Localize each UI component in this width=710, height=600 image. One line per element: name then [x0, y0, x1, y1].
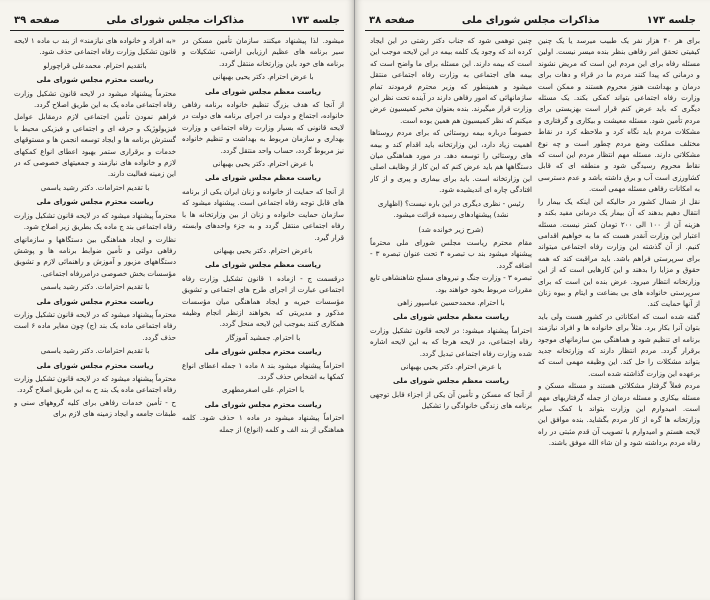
paragraph: از آنجا که مسکن و تأمین آن یکی از اجزاء قابل توجهی برنامه های زندگی خانوادگی را تشکیل: [370, 389, 532, 411]
page-header: [10, 10, 344, 31]
addressee-heading: ریاست محترم مجلس شورای ملی: [36, 296, 154, 306]
paragraph: احتراماً پیشنهاد میشود بند ۸ ماده ۱ جمله اعطای انواع کمکها به اشخاص حذف گردد.: [182, 360, 344, 381]
text-column-right: [182, 35, 344, 600]
text-column-left: [370, 35, 532, 600]
paragraph: از آنجا که هدف بزرگ تنظیم خانواده برنامه رفاهی خانواده، اجتماع و دولت در اجرای برنامه های دولت در لایحه قانونی که بسیار وزارت رفاه اجتماعی و وزارت بهداری و سازمان مربوط به بهداشت و تنظیم خانواده نیز مربوط گردد، حساب واحد منتقل گردد.: [182, 100, 344, 155]
stage-note: (شرح زیر خوانده شد): [418, 224, 484, 234]
paragraph: نقل از شمال کشور در حالیکه این اینکه یک بیمار را انتقال دهیم بدهند که آن بیمار یک درمانی مفید بکند و هزینه آن از ۱۰۰ الی ۲۰۰ تومان کمتر نیست. مسئله اعتبار این وزارت آنقدر هست که ما به خواهیم اقدامی کنیم. از آن گذشته این وزارت رفاه اجتماعی میتواند برای سرپرستی فراهم باشد. باید مراقبت کند که همه حقوق و مزایا را بدهند و این کارهایی است که از این وزارتخانه انتظار میرود. عرض بنده این است که برای سرپرستی خانواده های بی بضاعت و ایتام و بیوه زنان از آنها حمایت کند.: [538, 196, 700, 309]
paragraph: محترماً پیشنهاد میشود در لایحه قانون تشکیل وزارت رفاه اجتماعی ماده یک به این طریق اصلاح گردد.: [14, 88, 176, 110]
page-number: صفحه ۳۸: [369, 14, 415, 26]
paragraph: از آنجا که حمایت از خانواده و زنان ایران یکی از برنامه های قابل توجه رفاه اجتماعی است. پیشنهاد میشود که سازمان حمایت خانواده و زنان از بین وزارتخانه ها با رفاه اجتماعی منتقل گردد و به جزء واحدهای وابسته قرار گیرد.: [182, 186, 344, 242]
page-38: [355, 0, 710, 600]
paragraph: محترماً پیشنهاد میشود که در لایحه قانون تشکیل وزارت رفاه اجتماعی ماده یک بند (ج) چون مغایر ماده ۶ است حذف گردد.: [14, 309, 176, 342]
addressee-heading: ریاست معظم مجلس شورای ملی: [393, 376, 509, 386]
paragraph: مردم فعلاً گرفتار مشکلاتی هستند و مسئله مسکن و مسئله بیکاری و مسئله درمان از جمله گرفتاریهای مهم است. امیدوارم این وزارت بتواند با کمک سایر وزارتخانه ها گره از کار مردم بگشاید. بنده موافق این لایحه هستم و امیدوارم با تصویب آن قدم مثبتی در راه رفاه مردم برداشته شود و ان شاء الله موفق باشند.: [538, 381, 700, 448]
signature-line: با تقدیم احترامات. دکتر رشید یاسمی: [40, 346, 150, 356]
signature-line: رئیس - نظری دیگری در این باره نیست؟ (اظهاری نشد) پیشنهادهای رسیده قرائت میشود.: [377, 198, 525, 220]
paragraph: گفته شده است که امکاناتی در کشور هست ولی باید بتوان آنرا بکار برد. مثلاً برای خانواده ها و افراد نیازمند برنامه ای تنظیم شود و هماهنگی بین سازمانهای موجود برقرار گردد. مردم انتظار دارند که وزارتخانه جدید بتواند مشکلات را حل کند. این وظیفه مهمی است که برعهده این وزارت گذاشته شده است.: [538, 311, 700, 378]
addressee-heading: ریاست معظم مجلس شورای ملی: [393, 312, 509, 322]
addressee-heading: ریاست محترم مجلس شورای ملی: [204, 347, 322, 357]
session-number: جلسه ۱۷۳: [646, 14, 696, 26]
signature-line: با احترام. علی اصغرمطهری: [221, 385, 305, 395]
page-header: [365, 10, 700, 31]
signature-line: با تقدیم احترامات. دکتر رشید یاسمی: [40, 182, 150, 192]
addressee-heading: ریاست معظم مجلس شورای ملی: [205, 173, 321, 183]
signature-line: با احترام. محمدحسین عباسپور زاهی: [397, 297, 505, 307]
paragraph: احتراماً پیشنهاد میشود در ماده ۱ حذف شود. کلمه هماهنگی از بند الف و کلمه (انواع) از جمله: [182, 413, 344, 434]
text-column-left: [14, 35, 176, 600]
paragraph: نظارت و ایجاد هماهنگی بین دستگاهها و سازمانهای رفاهی دولتی و تأمین ضوابط برنامه ها و پوشش دستگاههای مزبور و آموزش و راهنمائی لازم و تشویق مؤسسات بخش خصوصی درامررفاه اجتماعی.: [14, 234, 176, 278]
paragraph: چنین توهمی شود که جناب دکتر رشتی در این ایجاد کرده اند که وجود یک کلمه بیمه در این لایحه موجب این است که بیمه دارند. این مسئله برای ما واضح است که بیمه های اجتماعی به وزارت رفاه اجتماعی منتقل میشود و همینطور که وزیر محترم فرمودند تمام سازمانهائی که امور رفاهی دارند در آینده تحت نظر این وزارت قرار میگیرند. بنده بعنوان مخبر کمیسیون عرض میکنم که نظر کمیسیون هم همین بوده است.: [370, 36, 532, 125]
paragraph: تبصره ۳ - وزارت جنگ و نیروهای مسلح شاهنشاهی تابع مقررات مربوط بخود خواهند بود.: [370, 273, 532, 294]
addressee-heading: ریاست محترم مجلس شورای ملی: [36, 197, 154, 207]
paragraph: محترماً پیشنهاد میشود که در لایحه قانون تشکیل وزارت رفاه اجتماعی بند ج ماده یک بطریق زیر اصلاح شود.: [14, 210, 176, 232]
paragraph: برای هر ۴۰ هزار نفر یک طبیب میرسد یا یک چنین کیفیتی تحقق امر رفاهی بنظر بنده میسر نیست. اولین مسئله رفاه برای این مردم این است که مریض نشوند و درمانی که پیدا کنند مردم ما در قراء و دهات برای درمان و بهداشت هنوز محروم هستند و ممکن است وزارت رفاه اجتماعی بتواند کمکی بکند. یک مسئله دیگری که باید عرض کنم قرار است بهزیستی برای مردم تأمین شود. مسئله معیشت و بیکاری و گرفتاری و مشکلات مردم باید نگاه کرد و ملاحظه کرد در نقاط مختلف مملکت وضع مردم چطور است و چه نوع مشکلاتی دارند. مسئله مهم انتظار مردم این است که نقاط محروم رسیدگی شود و منطقه ای که قابل کشاورزی است آب و برق داشته باشد و عدم دسترسی به امکانات رفاهی مسئله مهمی است.: [538, 36, 700, 194]
signature-line: با عرض احترام. دکتر یحیی بهبهانی: [212, 72, 314, 82]
paragraph: احتراماً پیشنهاد میشود: در لایحه قانون تشکیل وزارت رفاه اجتماعی، در لایحه هرجا که به این لایحه اشاره شده وزارت رفاه اجتماعی تبدیل گردد.: [370, 325, 532, 358]
addressee-heading: ریاست محترم مجلس شورای ملی: [36, 360, 154, 370]
addressee-heading: ریاست معظم مجلس شورای ملی: [205, 86, 321, 96]
page-number: صفحه ۳۹: [14, 14, 60, 26]
addressee-heading: ریاست محترم مجلس شورای ملی: [204, 399, 322, 409]
signature-line: با عرض احترام. دکتر یحیی بهبهانی: [400, 361, 502, 371]
paragraph: میشود. لذا پیشنهاد میکنند سازمان تأمین مسکن در سیر برنامه های عظیم ارزیابی اراضی، تشکیلات و برنامه های خود باین وزارتخانه منتقل گردد.: [182, 36, 344, 68]
paragraph: محترماً پیشنهاد میشود که در لایحه قانون تشکیل وزارت رفاه اجتماعی ماده یک بند ح به این طریق اصلاح گردد.: [14, 373, 176, 395]
paragraph: فراهم نمودن تأمین اجتماعی لازم درمقابل عوامل فیزیولوژیک و حرفه ای و اجتماعی و فیزیکی محیط با گسترش برنامه ها و ایجاد توسعه انجمن ها و مستوقهای خدمات و برقراری ستمر بهبود اعطای انواع کمکهای لازم و خانواده های نیازمند و جمعیتهای خصوصی که در این زمینه فعالیت دارند.: [14, 112, 176, 179]
session-number: جلسه ۱۷۳: [290, 14, 340, 26]
journal-title: مذاکرات مجلس شورای ملی: [106, 14, 245, 26]
paragraph: «به افراد و خانواده های نیازمند» از بند ب ماده ۱ لایحه قانون تشکیل وزارت رفاه اجتماعی حذف شود.: [14, 36, 176, 57]
signature-line: باتقدیم احترام. محمدعلی قراچورلو: [43, 60, 147, 70]
addressee-heading: ریاست معظم مجلس شورای ملی: [205, 260, 321, 270]
paragraph: ح - تأمین خدمات رفاهی برای کلیه گروههای سنی و طبقات جامعه و ایجاد زمینه های لازم برای: [14, 397, 176, 419]
paragraph: مقام محترم ریاست مجلس شورای ملی محترماً پیشنهاد میشود بند ب تبصره ۳ تحت عنوان تبصره ۳ - اضافه گردد.: [370, 237, 532, 270]
text-column-right: [538, 35, 700, 600]
paragraph: خصوصاً درباره بیمه روستائی که برای مردم روستاها اهمیت زیاد دارد، این وزارتخانه باید اقدام کند و بیمه های روستائی را توسعه دهد. در مورد هماهنگی میان دستگاهها هم باید عرض کنم که این کار از وظایف اصلی این وزارتخانه است. باید برای بیماری و پیری و از کار افتادگی چاره ای اندیشیده شود.: [370, 128, 532, 195]
addressee-heading: ریاست محترم مجلس شورای ملی: [36, 75, 154, 85]
paragraph: درقسمت ج - ازماده ۱ قانون تشکیل وزارت رفاه اجتماعی عبارت از اجرای طرح های اجتماعی و تشویق مؤسسات خیریه و ایجاد هماهنگی میان مؤسسات مذکور و مدیریتی که بخواهند ازنظر انجام وظیفه همکاری کنند بموجب این لایحه منحل گردد.: [182, 273, 344, 329]
signature-line: با تقدیم احترامات. دکتر رشید یاسمی: [40, 282, 150, 292]
signature-line: با احترام. جمشید آموزگار: [225, 332, 301, 342]
journal-title: مذاکرات مجلس شورای ملی: [461, 14, 600, 26]
signature-line: با عرض احترام. دکتر یحیی بهبهانی: [212, 159, 314, 169]
signature-line: باعرض احترام. دکتر یحیی بهبهانی: [213, 245, 313, 255]
